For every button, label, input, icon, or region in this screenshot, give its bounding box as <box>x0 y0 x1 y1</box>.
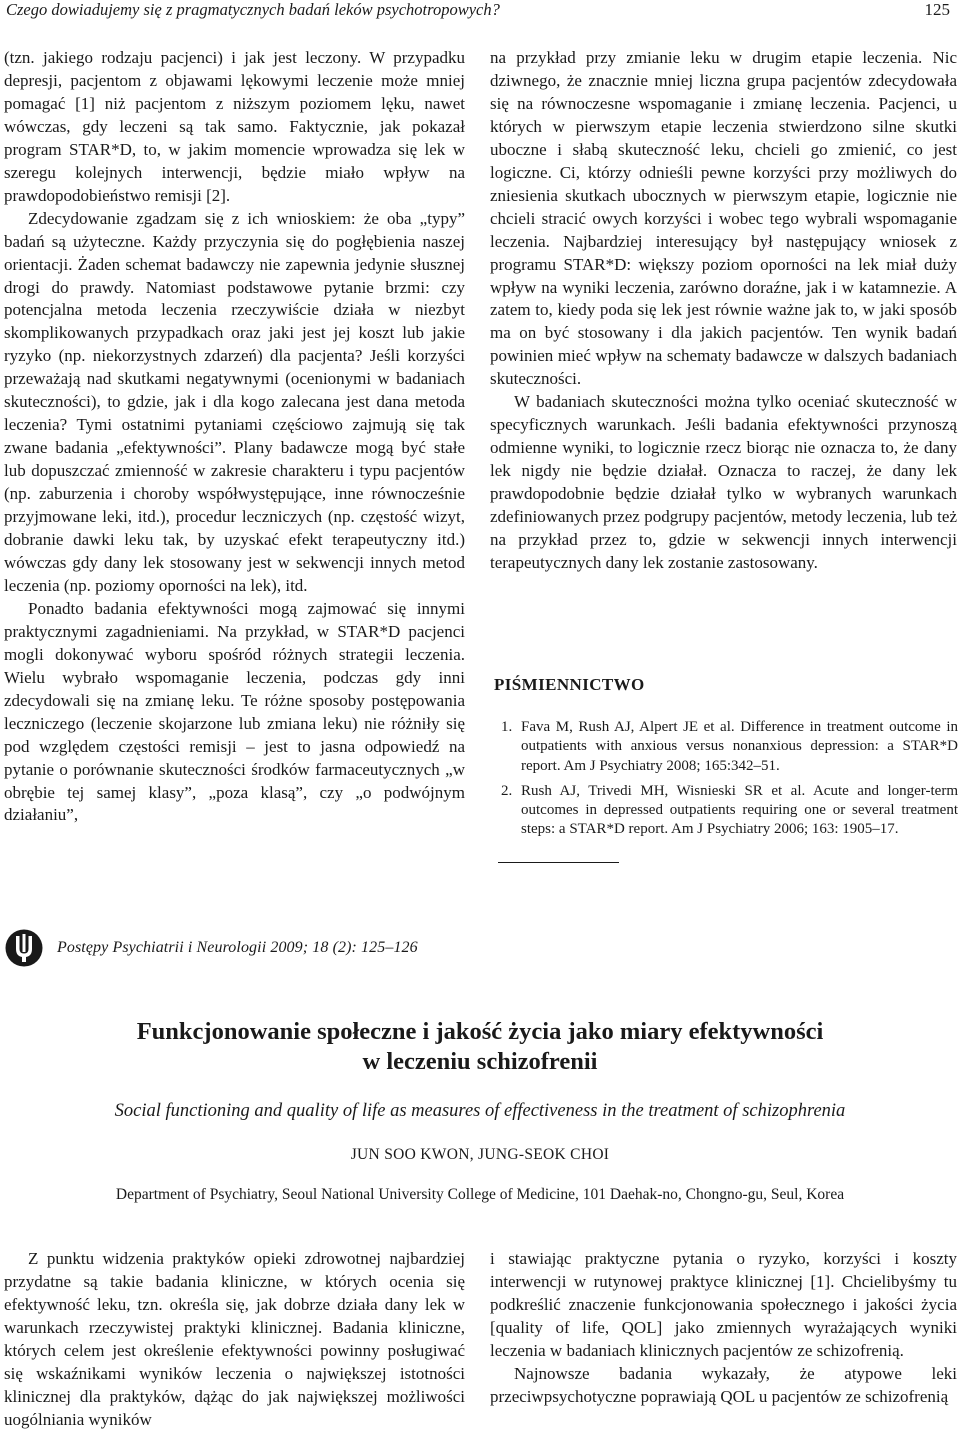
references-list <box>496 718 958 846</box>
paragraph: W badaniach skuteczności można tylko oceniać skuteczność w specyficznych warunkach. Jeśli badania efektywności przynoszą odmienne wyniki, to logicznie rzecz biorąc nie oznacza to, że dany lek nigdy nie będzie działał. Oznacza to raczej, że dany lek prawdopodobnie będzie działał tylko w wybranych warunkach zdefiniowanych przez podgrupy pacjentów, metody leczenia, lub też na przykład przez to, gdzie w sekwencji innych interwencji terapeutycznych dany lek zostanie zastosowany. <box>490 392 957 572</box>
journal-citation: Postępy Psychiatrii i Neurologii 2009; 18 (2): 125–126 <box>57 939 418 956</box>
bottom-right-column <box>490 1248 957 1409</box>
article-title <box>0 1017 960 1077</box>
paragraph: Ponadto badania efektywności mogą zajmować się innymi praktycznymi zagadnieniami. Na przykład, w STAR*D pacjenci mogli dokonywać wyboru spośród różnych strategii leczenia. Wielu wybrało wspomaganie leczenia, podczas gdy inni zdecydowali się na zmianę leku. Te różne sposoby postępowania leczniczego (leczenie skojarzone lub zmiana leku) nie różniły się pod względem częstości remisji – jest to jasna odpowiedź na pytanie o porównanie skuteczności środków farmaceutycznych „w obrębie tej samej klasy”, „poza klasą”, czy „o podwójnym działaniu”, <box>4 598 465 825</box>
running-title: Czego dowiadujemy się z pragmatycznych badań leków psychotropowych? <box>6 0 500 19</box>
top-left-column <box>4 47 465 827</box>
paragraph: (tzn. jakiego rodzaju pacjenci) i jak jest leczony. W przypadku depresji, pacjentom z objawami lękowymi leczenie może mniej pomagać [1] niż pacjentom z niższym poziomem lęku, nawet wówczas, gdy leczeni są tak samo. Faktycznie, jak pokazał program STAR*D, to, w jakim momencie wprowadza się lek w szeregu kolejnych interwencji, będzie miało wpływ na prawdopodobieństwo remisji [2]. <box>4 48 465 205</box>
article-english-title: Social functioning and quality of life as measures of effectiveness in the treatment of schizophrenia <box>114 1101 846 1121</box>
reference-number: 1. <box>501 719 513 735</box>
journal-logo-icon <box>5 929 43 967</box>
reference-number: 2. <box>501 782 513 799</box>
article-title-line: w leczeniu schizofrenii <box>362 1048 598 1075</box>
end-of-article-rule <box>498 862 619 863</box>
reference-text: Rush AJ, Trivedi MH, Wisnieski SR et al. Acute and longer-term outcomes in depressed outpatients requiring one or several treatment steps: a STAR*D report. Am J Psychiatry 2006; 163: 1905–17. <box>521 782 958 838</box>
reference-item <box>496 718 958 776</box>
paragraph: Zdecydowanie zgadzam się z ich wnioskiem: że oba „typy” badań są użyteczne. Każdy przyczynia się do pogłębienia naszej orientacji. Żaden schemat badawczy nie zapewnia jedynie słusznej drogi do prawdy. Natomiast podstawowe pytanie brzmi: czy potencjalna metoda leczenia rzeczywiście działa w niezbyt skomplikowanych przypadkach oraz jaki jest jej koszt lub jakie ryzyko (np. niekorzystnych zdarzeń) dla pacjenta? Jeśli korzyści przeważają nad skutkami negatywnymi (ocenionymi w badaniach skuteczności), to gdzie, jak i dla kogo zalecana jest dana metoda leczenia? Tymi ostatnimi pytaniami częściowo zajmują się tak zwane badania „efektywności”. Plany badawcze mogą być stałe lub dopuszczać zmienność w zakresie charakteru i typu pacjentów (np. zaburzenia i choroby współwystępujące, inne równocześnie przyjmowane leki, itd.), procedur leczniczych (np. częstość wizyt, dobranie dawki leku tak, by uzyskać efekt terapeutyczny itd.) wówczas gdy dany lek stosowany jest w sekwencji innych metod leczenia (np. poziomy oporności na lek), itd. <box>4 208 465 595</box>
paragraph: na przykład przy zmianie leku w drugim etapie leczenia. Nic dziwnego, że znacznie mniej liczna grupa pacjentów zdecydowała się na równoczesne wspomaganie i zmianę leczenia. Pacjenci, u których w pierwszym etapie leczenia stwierdzono silne skutki uboczne i słabą skuteczność leku, chcieli go zmienić, co jest logiczne. Ci, którzy odnieśli pewne korzyści przy możliwych do zniesienia skutkach ubocznych w pierwszym etapie, logicznie nie chcieli stracić owych korzyści i wobec tego wybrali wspomaganie leczenia. Najbardziej interesujący był następujący wniosek z programu STAR*D: większy poziom oporności na lek miał duży wpływ na wyniki leczenia, zarówno doraźne, jak i w katamnezie. A zatem to, kiedy poda się lek jest równie ważne jak to, w jaki sposób ma on być stosowany i dla jakich pacjentów. Ten wynik badań powinien mieć wpływ na schematy badawcze w dalszych badaniach skuteczności. <box>490 48 957 389</box>
references-heading: PIŚMIENNICTWO <box>494 675 645 694</box>
paragraph: Najnowsze badania wykazały, że atypowe leki przeciwpsychotyczne poprawiają QOL u pacjentów ze schizofrenią <box>490 1363 957 1406</box>
article-authors: JUN SOO KWON, JUNG-SEOK CHOI <box>350 1146 610 1163</box>
paragraph: i stawiając praktyczne pytania o ryzyko, korzyści i koszty interwencji w rutynowej praktyce klinicznej [1]. Chcielibyśmy tu podkreślić znaczenie funkcjonowania społecznego i jakości życia [quality of life, QOL] jako zmiennych wyrażających wyniki leczenia w badaniach klinicznych pacjentów ze schizofrenią. <box>490 1249 957 1360</box>
article-affiliation: Department of Psychiatry, Seoul National University College of Medicine, 101 Daehak-no, Chongno-gu, Seul, Korea <box>115 1186 845 1203</box>
running-header <box>6 0 950 21</box>
article-title-line: Funkcjonowanie społeczne i jakość życia jako miary efektywności <box>136 1018 824 1045</box>
reference-text: Fava M, Rush AJ, Alpert JE et al. Difference in treatment outcome in outpatients with anxious versus nonanxious depression: a STAR*D report. Am J Psychiatry 2008; 165:342–51. <box>521 719 958 774</box>
page-number: 125 <box>924 0 950 19</box>
top-right-column <box>490 47 957 575</box>
paragraph: Z punktu widzenia praktyków opieki zdrowotnej najbardziej przydatne są takie badania kliniczne, w których ocenia się efektywność leku, tzn. określa się, jak dobrze działa dany lek w warunkach rzeczywistej praktyki klinicznej. Badania kliniczne, których celem jest określenie efektywności powinny posługiwać się wskaźnikami wyników leczenia o największej istotności klinicznej dla praktyków, dążąc do jak największej możliwości uogólniania wyników <box>4 1249 465 1429</box>
reference-item <box>496 782 958 840</box>
bottom-left-column <box>4 1248 465 1432</box>
